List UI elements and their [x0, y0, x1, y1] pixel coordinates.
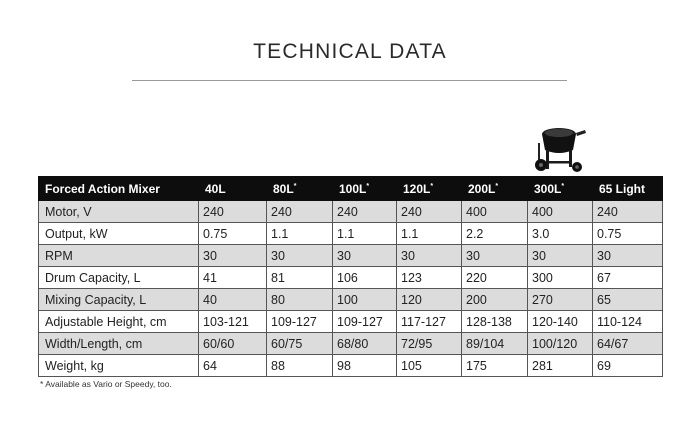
table-cell: 240	[333, 201, 397, 223]
table-cell: 240	[593, 201, 663, 223]
table-cell: 200	[462, 289, 528, 311]
table-row	[39, 289, 663, 311]
table-header-row	[39, 177, 663, 201]
table-cell: 123	[397, 267, 462, 289]
row-label: RPM	[39, 245, 199, 267]
table-cell: 68/80	[333, 333, 397, 355]
table-cell: 72/95	[397, 333, 462, 355]
table-cell: 65	[593, 289, 663, 311]
column-header: 80L*	[267, 177, 333, 201]
table-row	[39, 311, 663, 333]
table-cell: 60/75	[267, 333, 333, 355]
row-label: Drum Capacity, L	[39, 267, 199, 289]
row-label: Width/Length, cm	[39, 333, 199, 355]
table-cell: 30	[593, 245, 663, 267]
table-cell: 109-127	[333, 311, 397, 333]
row-label: Output, kW	[39, 223, 199, 245]
column-header: 120L*	[397, 177, 462, 201]
table-cell: 81	[267, 267, 333, 289]
table-cell: 220	[462, 267, 528, 289]
table-cell: 106	[333, 267, 397, 289]
table-cell: 40	[199, 289, 267, 311]
table-cell: 30	[528, 245, 593, 267]
table-cell: 105	[397, 355, 462, 377]
table-cell: 80	[267, 289, 333, 311]
table-row	[39, 223, 663, 245]
table-cell: 41	[199, 267, 267, 289]
table-cell: 100	[333, 289, 397, 311]
table-cell: 240	[199, 201, 267, 223]
mixer-product-image	[533, 121, 589, 173]
table-row	[39, 333, 663, 355]
table-row	[39, 201, 663, 223]
column-header: 65 Light	[593, 177, 663, 201]
table-cell: 175	[462, 355, 528, 377]
table-cell: 128-138	[462, 311, 528, 333]
table-cell: 1.1	[397, 223, 462, 245]
table-cell: 67	[593, 267, 663, 289]
table-cell: 240	[267, 201, 333, 223]
column-header: 40L	[199, 177, 267, 201]
table-cell: 30	[267, 245, 333, 267]
table-cell: 109-127	[267, 311, 333, 333]
table-cell: 400	[462, 201, 528, 223]
table-cell: 3.0	[528, 223, 593, 245]
table-cell: 100/120	[528, 333, 593, 355]
table-cell: 30	[397, 245, 462, 267]
table-row	[39, 245, 663, 267]
table-cell: 103-121	[199, 311, 267, 333]
table-row	[39, 267, 663, 289]
table-cell: 1.1	[267, 223, 333, 245]
table-cell: 89/104	[462, 333, 528, 355]
footnote: * Available as Vario or Speedy, too.	[40, 379, 172, 389]
table-cell: 30	[462, 245, 528, 267]
row-label: Motor, V	[39, 201, 199, 223]
table-cell: 30	[199, 245, 267, 267]
title-divider	[132, 80, 567, 81]
table-row	[39, 355, 663, 377]
table-cell: 2.2	[462, 223, 528, 245]
page-title: TECHNICAL DATA	[253, 40, 447, 63]
table-cell: 270	[528, 289, 593, 311]
table-cell: 1.1	[333, 223, 397, 245]
row-label: Adjustable Height, cm	[39, 311, 199, 333]
table-cell: 117-127	[397, 311, 462, 333]
technical-data-table	[38, 176, 663, 377]
column-header: 200L*	[462, 177, 528, 201]
table-cell: 120-140	[528, 311, 593, 333]
table-cell: 69	[593, 355, 663, 377]
row-label: Mixing Capacity, L	[39, 289, 199, 311]
table-cell: 281	[528, 355, 593, 377]
table-cell: 0.75	[593, 223, 663, 245]
column-header: 300L*	[528, 177, 593, 201]
table-cell: 300	[528, 267, 593, 289]
table-cell: 88	[267, 355, 333, 377]
table-cell: 64/67	[593, 333, 663, 355]
table-cell: 30	[333, 245, 397, 267]
header-label: Forced Action Mixer	[39, 177, 199, 201]
table-cell: 120	[397, 289, 462, 311]
row-label: Weight, kg	[39, 355, 199, 377]
table-cell: 60/60	[199, 333, 267, 355]
table-cell: 98	[333, 355, 397, 377]
table-cell: 0.75	[199, 223, 267, 245]
table-cell: 110-124	[593, 311, 663, 333]
table-cell: 64	[199, 355, 267, 377]
table-cell: 400	[528, 201, 593, 223]
table-cell: 240	[397, 201, 462, 223]
column-header: 100L*	[333, 177, 397, 201]
